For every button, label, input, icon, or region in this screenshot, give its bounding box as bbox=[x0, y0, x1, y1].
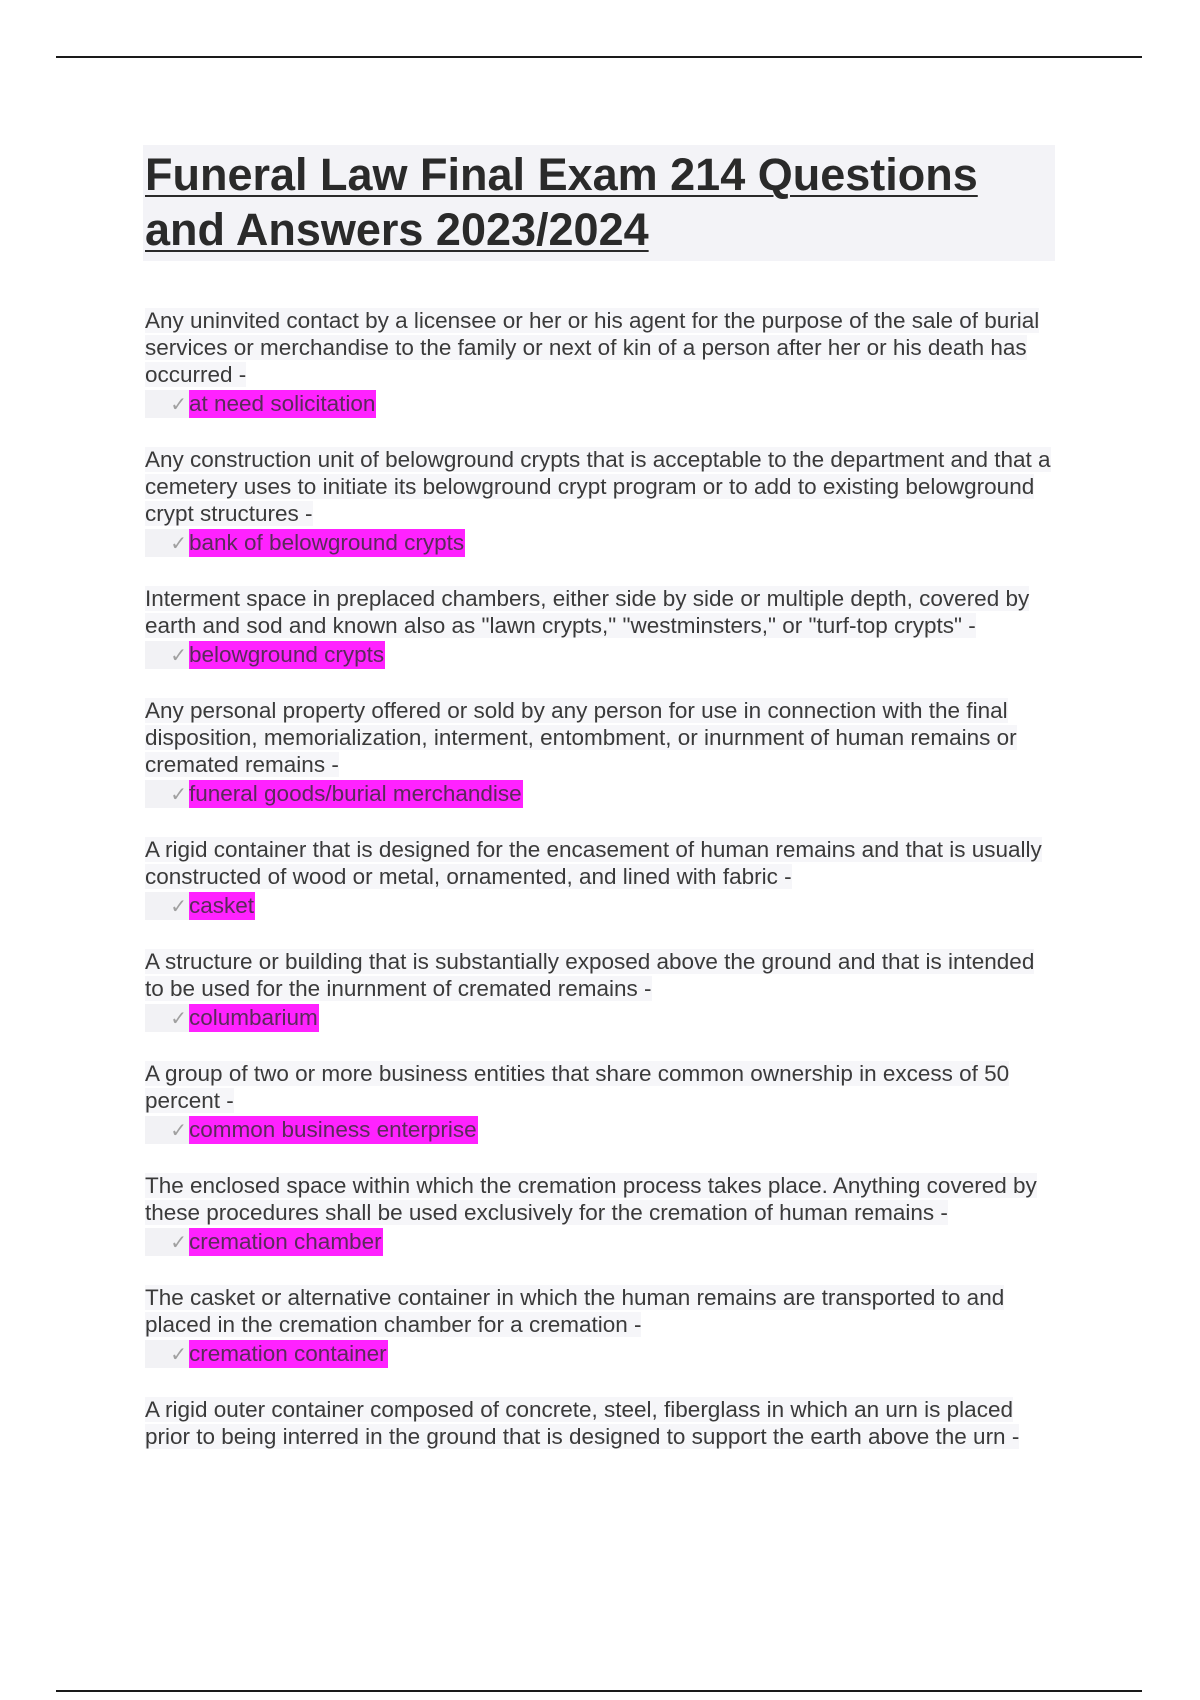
answer-row bbox=[145, 1228, 1055, 1256]
answer-row bbox=[145, 641, 1055, 669]
answer-row bbox=[145, 529, 1055, 557]
qa-item bbox=[145, 446, 1055, 557]
answer-row bbox=[145, 780, 1055, 808]
qa-item bbox=[145, 585, 1055, 669]
qa-item bbox=[145, 1396, 1055, 1450]
check-mark-icon: ✓ bbox=[170, 643, 187, 667]
check-mark-icon: ✓ bbox=[170, 1342, 187, 1366]
bottom-divider bbox=[56, 1690, 1142, 1692]
question-text: A structure or building that is substantially exposed above the ground and that is intended to be used for the inurnment of cremated remains - bbox=[145, 949, 1035, 1001]
answer-highlight: at need solicitation bbox=[189, 391, 376, 416]
check-mark-icon: ✓ bbox=[170, 531, 187, 555]
qa-item bbox=[145, 307, 1055, 418]
question-text: Interment space in preplaced chambers, either side by side or multiple depth, covered by earth and sod and known also as "lawn crypts," "westminsters," or "turf-top crypts" - bbox=[145, 586, 1030, 638]
qa-item bbox=[145, 1284, 1055, 1368]
question-text: Any construction unit of belowground crypts that is acceptable to the department and that a cemetery uses to initiate its belowground crypt program or to add to existing belowground crypt structures - bbox=[145, 447, 1051, 526]
check-mark-icon: ✓ bbox=[170, 1230, 187, 1254]
top-divider bbox=[56, 56, 1142, 58]
answer-row bbox=[145, 390, 1055, 418]
qa-item bbox=[145, 836, 1055, 920]
answer-highlight: common business enterprise bbox=[189, 1117, 477, 1142]
answer-highlight: columbarium bbox=[189, 1005, 318, 1030]
question-text: A rigid container that is designed for the encasement of human remains and that is usually constructed of wood or metal, ornamented, and lined with fabric - bbox=[145, 837, 1042, 889]
title-block bbox=[143, 145, 1055, 261]
question-text: The casket or alternative container in which the human remains are transported to and placed in the cremation chamber for a cremation - bbox=[145, 1285, 1005, 1337]
check-mark-icon: ✓ bbox=[170, 782, 187, 806]
answer-row bbox=[145, 892, 1055, 920]
answer-highlight: funeral goods/burial merchandise bbox=[189, 781, 522, 806]
answer-row bbox=[145, 1004, 1055, 1032]
document-body bbox=[145, 145, 1055, 1478]
question-text: The enclosed space within which the cremation process takes place. Anything covered by these procedures shall be used exclusively for the cremation of human remains - bbox=[145, 1173, 1037, 1225]
question-text: A group of two or more business entities that share common ownership in excess of 50 percent - bbox=[145, 1061, 1010, 1113]
check-mark-icon: ✓ bbox=[170, 392, 187, 416]
check-mark-icon: ✓ bbox=[170, 1118, 187, 1142]
qa-item bbox=[145, 697, 1055, 808]
answer-highlight: belowground crypts bbox=[189, 642, 385, 667]
qa-item bbox=[145, 1060, 1055, 1144]
answer-highlight: bank of belowground crypts bbox=[189, 530, 465, 555]
answer-highlight: casket bbox=[189, 893, 255, 918]
check-mark-icon: ✓ bbox=[170, 894, 187, 918]
answer-row bbox=[145, 1116, 1055, 1144]
answer-row bbox=[145, 1340, 1055, 1368]
qa-item bbox=[145, 1172, 1055, 1256]
qa-item bbox=[145, 948, 1055, 1032]
answer-highlight: cremation container bbox=[189, 1341, 387, 1366]
document-title: Funeral Law Final Exam 214 Questions and Answers 2023/2024 bbox=[145, 149, 978, 255]
qa-list bbox=[145, 307, 1055, 1450]
question-text: Any uninvited contact by a licensee or her or his agent for the purpose of the sale of burial services or merchandise to the family or next of kin of a person after her or his death has occurred - bbox=[145, 308, 1040, 387]
question-text: A rigid outer container composed of concrete, steel, fiberglass in which an urn is placed prior to being interred in the ground that is designed to support the earth above the urn - bbox=[145, 1397, 1020, 1449]
question-text: Any personal property offered or sold by any person for use in connection with the final disposition, memorialization, interment, entombment, or inurnment of human remains or cremated remains - bbox=[145, 698, 1017, 777]
answer-highlight: cremation chamber bbox=[189, 1229, 382, 1254]
check-mark-icon: ✓ bbox=[170, 1006, 187, 1030]
